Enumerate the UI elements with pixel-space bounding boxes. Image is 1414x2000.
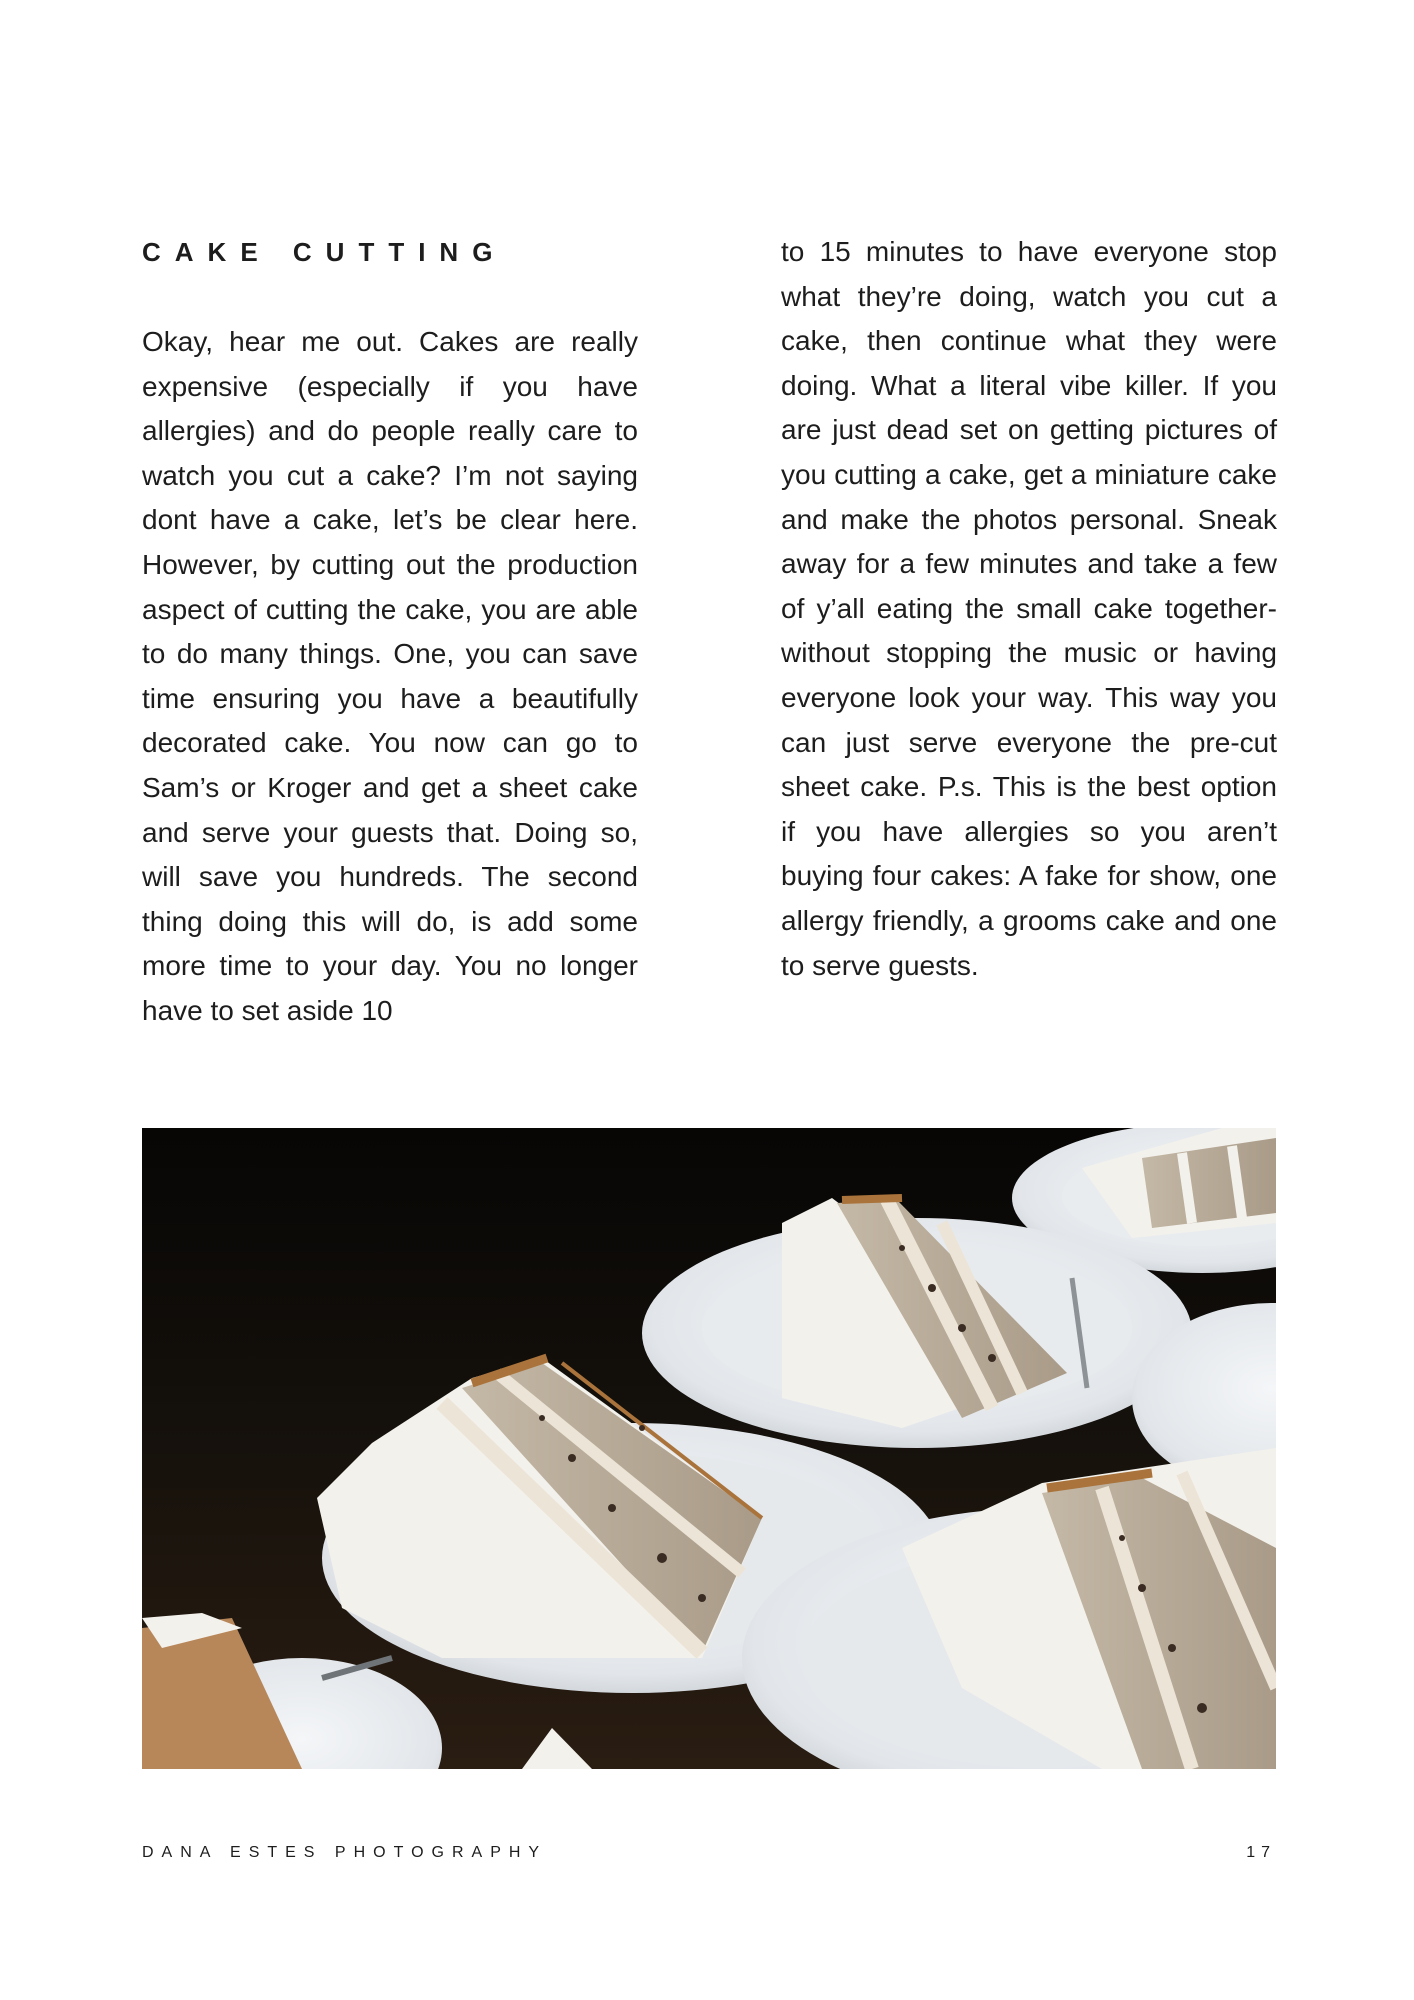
- cake-slices-photo: [142, 1128, 1276, 1769]
- footer-brand: DANA ESTES PHOTOGRAPHY: [142, 1844, 548, 1861]
- page-number: 17: [1246, 1844, 1276, 1861]
- body-text-left: Okay, hear me out. Cakes are really expensive (especially if you have allergies) and do people really care to watch you cut a cake? I’m not saying dont have a cake, let’s be clear here. However, by cutting out the production aspect of cutting the cake, you are able to do many things. One, you can save time ensuring you have a beautifully decorated cake. You now can go to Sam’s or Kroger and get a sheet cake and serve your guests that. Doing so, will save you hundreds. The second thing doing this will do, is add some more time to your day. You no longer have to set aside 10: [142, 326, 638, 1026]
- body-column-left: [142, 320, 638, 1034]
- body-column-right: [781, 230, 1277, 988]
- section-title: CAKE CUTTING: [142, 237, 507, 267]
- body-text-right: to 15 minutes to have everyone stop what they’re doing, watch you cut a cake, then continue what they were doing. What a literal vibe killer. If you are just dead set on getting pictures of you cutting a cake, get a miniature cake and make the photos personal. Sneak away for a few minutes and take a few of y’all eating the small cake together- without stopping the music or having everyone look your way. This way you can just serve everyone the pre-cut sheet cake. P.s. This is the best option if you have allergies so you aren’t buying four cakes: A fake for show, one allergy friendly, a grooms cake and one to serve guests.: [781, 236, 1277, 981]
